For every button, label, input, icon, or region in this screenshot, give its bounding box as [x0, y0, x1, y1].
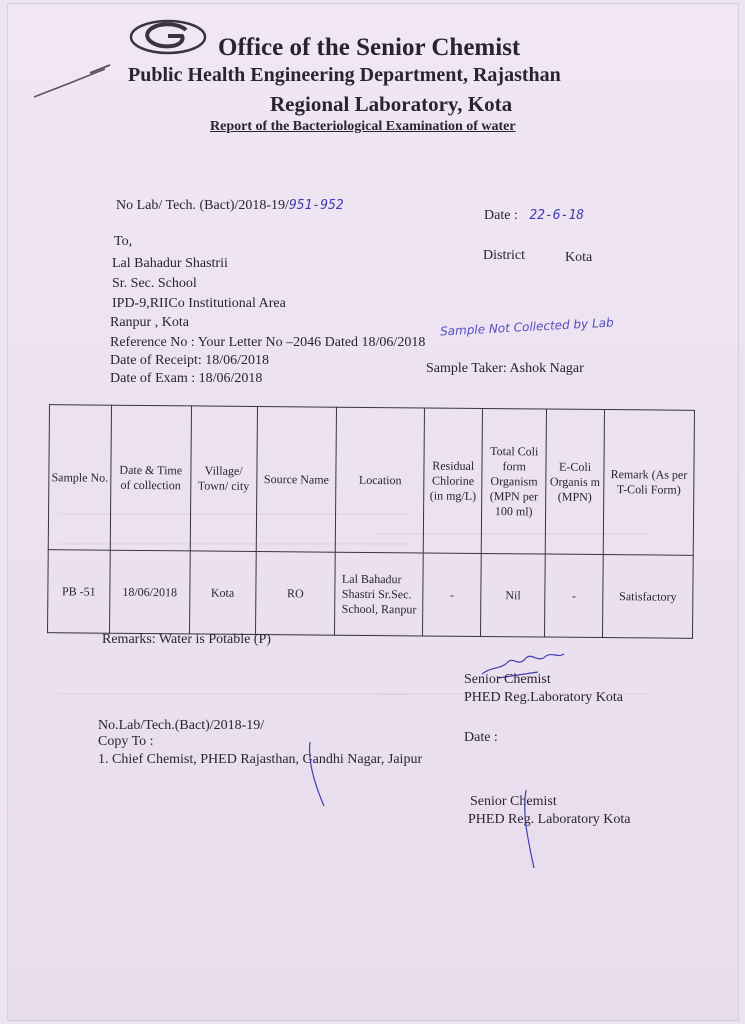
sample-not-collected-stamp: Sample Not Collected by Lab [439, 315, 614, 339]
header-location: Location [336, 407, 425, 553]
lab-title: Regional Laboratory, Kota [270, 92, 513, 116]
sample-taker: Sample Taker: Ashok Nagar [426, 361, 584, 376]
cell-village: Kota [189, 551, 256, 635]
header-ecoli: E-Coli Organis m (MPN) [545, 409, 604, 554]
signature2-lab: PHED Reg. Laboratory Kota [468, 812, 631, 827]
address-line-1: Lal Bahadur Shastrii [112, 256, 228, 271]
signature-lab: PHED Reg.Laboratory Kota [464, 690, 624, 705]
district-label: District [483, 248, 525, 263]
results-table [47, 404, 695, 639]
cell-location: Lal Bahadur Shastri Sr.Sec. School, Ranpur [335, 552, 424, 636]
cell-remark: Satisfactory [603, 555, 694, 639]
header-total-coli: Total Coli form Organism (MPN per 100 ml) [481, 408, 546, 554]
header-source: Source Name [256, 407, 337, 553]
address-line-2: Sr. Sec. School [112, 276, 197, 291]
address-line-3: IPD-9,RIICo Institutional Area [112, 296, 286, 311]
signature2-stroke [508, 784, 548, 874]
pen-mark-icon [30, 59, 120, 104]
footer-number: No.Lab/Tech.(Bact)/2018-19/ [98, 718, 265, 733]
header-village: Village/ Town/ city [190, 406, 257, 552]
date-line [484, 208, 584, 224]
header-remark: Remark (As per T-Coli Form) [603, 410, 694, 556]
table-header-row [48, 405, 694, 556]
copy-recipient-1: 1. Chief Chemist, PHED Rajasthan, Gandhi Nagar, Jaipur [98, 752, 423, 767]
table-row [48, 550, 694, 639]
date-handwritten: 22-6-18 [529, 208, 585, 223]
district-value: Kota [565, 250, 593, 265]
department-logo-icon [128, 18, 208, 56]
cell-chlorine: - [423, 553, 482, 637]
to-label: To, [114, 234, 133, 249]
header-sample-no: Sample No. [48, 405, 111, 551]
copy-to-label: Copy To : [98, 734, 154, 749]
pen-stroke-mark [300, 738, 330, 810]
cell-total-coli: Nil [481, 553, 546, 637]
footer-date-label: Date : [464, 730, 498, 745]
date-label: Date : [484, 208, 518, 223]
office-title: Office of the Senior Chemist [218, 34, 521, 61]
document-page [8, 4, 738, 1020]
lab-number-line [116, 198, 344, 214]
header-chlorine: Residual Chlorine (in mg/L) [423, 408, 482, 554]
cell-source: RO [255, 551, 336, 635]
cell-date-time: 18/06/2018 [109, 550, 190, 634]
report-title: Report of the Bacteriological Examination of water [210, 119, 516, 134]
remarks: Remarks: Water is Potable (P) [102, 632, 271, 647]
cell-sample-no: PB -51 [48, 550, 111, 634]
department-title: Public Health Engineering Department, Rajasthan [128, 64, 561, 86]
lab-number-handwritten: 951-952 [288, 198, 344, 213]
cell-ecoli: - [545, 554, 604, 638]
exam-date: Date of Exam : 18/06/2018 [110, 371, 263, 386]
reference-line: Reference No : Your Letter No –2046 Dated 18/06/2018 [110, 335, 426, 350]
header-date-time: Date & Time of collection [110, 405, 191, 551]
signature2-title: Senior Chemist [470, 794, 557, 809]
receipt-date: Date of Receipt: 18/06/2018 [110, 353, 270, 368]
signature-title: Senior Chemist [464, 672, 551, 687]
lab-number-label: No Lab/ Tech. (Bact)/2018-19/ [116, 198, 289, 213]
address-line-4: Ranpur , Kota [110, 315, 189, 330]
